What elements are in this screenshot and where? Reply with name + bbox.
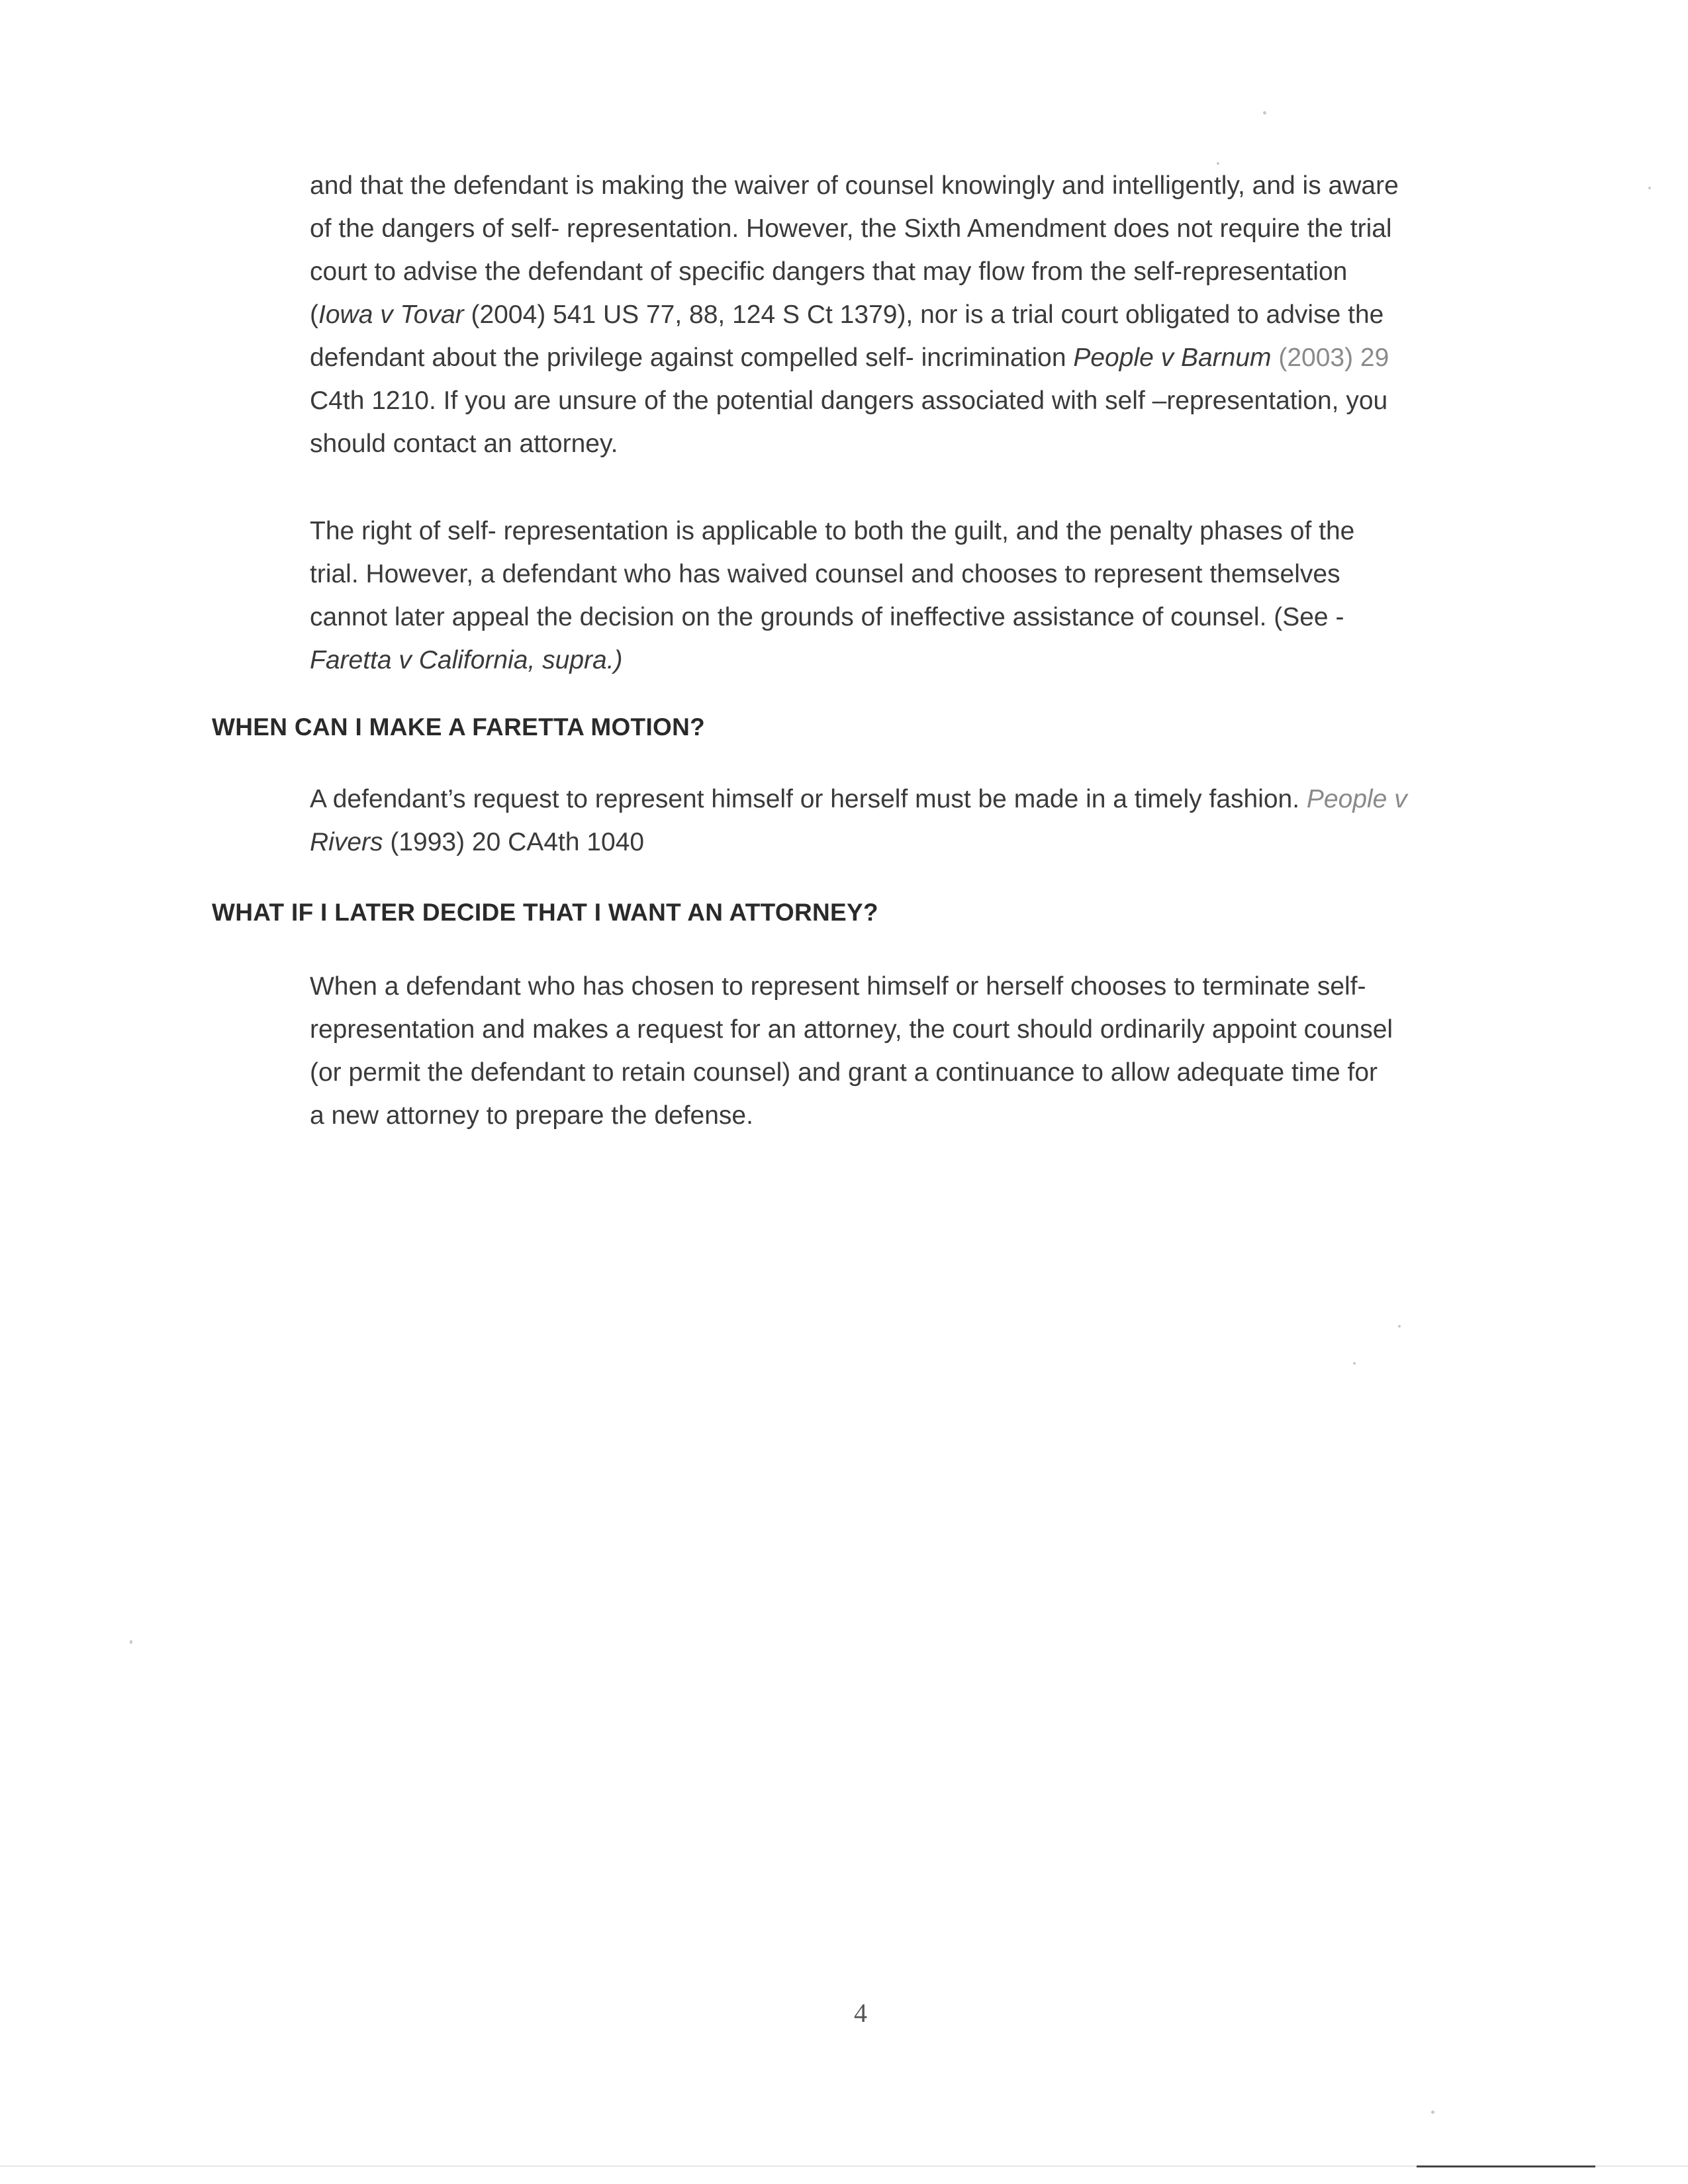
- text-span: (1993) 20 CA4th 1040: [383, 828, 645, 856]
- case-citation: Faretta v California, supra.): [310, 646, 623, 674]
- case-citation: Iowa v Tovar: [318, 300, 464, 329]
- case-citation: People v: [1306, 785, 1407, 813]
- text-line: The right of self- representation is applicable to both the guilt, and the penalty phases of the: [310, 517, 1355, 545]
- page-number: 4: [854, 1998, 867, 2028]
- text-span: defendant about the privilege against compelled self- incrimination: [310, 343, 1074, 372]
- text-span: A defendant’s request to represent himself or herself must be made in a timely fashion.: [310, 785, 1307, 813]
- paragraph-waiver-of-counsel: [310, 164, 1501, 465]
- text-span: (2003) 29: [1271, 343, 1389, 372]
- text-line: C4th 1210. If you are unsure of the potential dangers associated with self –representation, you: [310, 387, 1388, 415]
- text-span: (2004) 541 US 77, 88, 124 S Ct 1379), nor is a trial court obligated to advise the: [463, 300, 1384, 329]
- scan-speck: [1648, 187, 1651, 189]
- text-line: [310, 821, 1501, 864]
- scan-speck: [1431, 2111, 1434, 2114]
- scan-speck: [1398, 1325, 1401, 1328]
- section-heading-later-attorney: WHAT IF I LATER DECIDE THAT I WANT AN ATTORNEY?: [212, 899, 878, 926]
- case-citation: People v Barnum: [1073, 343, 1272, 372]
- text-line: and that the defendant is making the waiver of counsel knowingly and intelligently, and is aware: [310, 171, 1399, 200]
- paragraph-self-representation-phases: [310, 510, 1501, 682]
- text-line: should contact an attorney.: [310, 430, 618, 458]
- text-line: [310, 778, 1501, 821]
- scan-speck: [1353, 1362, 1356, 1365]
- text-span: (: [310, 300, 318, 329]
- paragraph-timely-request: [310, 778, 1501, 864]
- paragraph-terminate-self-representation: [310, 965, 1501, 1137]
- section-heading-faretta-motion: WHEN CAN I MAKE A FARETTA MOTION?: [212, 713, 706, 741]
- text-line: When a defendant who has chosen to represent himself or herself chooses to terminate self-: [310, 972, 1366, 1001]
- text-line: [310, 293, 1501, 336]
- text-line: [310, 336, 1501, 379]
- scan-edge-line-dark: [1417, 2165, 1595, 2167]
- text-line: cannot later appeal the decision on the grounds of ineffective assistance of counsel. (See -: [310, 603, 1344, 631]
- text-line: a new attorney to prepare the defense.: [310, 1101, 753, 1130]
- text-line: trial. However, a defendant who has waived counsel and chooses to represent themselves: [310, 560, 1340, 588]
- case-citation: Rivers: [310, 828, 383, 856]
- scan-speck: [1217, 162, 1219, 165]
- text-line: of the dangers of self- representation. However, the Sixth Amendment does not require the trial: [310, 214, 1392, 243]
- text-line: representation and makes a request for an attorney, the court should ordinarily appoint counsel: [310, 1015, 1393, 1044]
- text-line: (or permit the defendant to retain counsel) and grant a continuance to allow adequate time for: [310, 1058, 1378, 1087]
- scan-speck: [130, 1640, 132, 1644]
- text-line: [310, 639, 1501, 682]
- scan-speck: [1263, 111, 1266, 114]
- text-line: court to advise the defendant of specific dangers that may flow from the self-representation: [310, 257, 1348, 286]
